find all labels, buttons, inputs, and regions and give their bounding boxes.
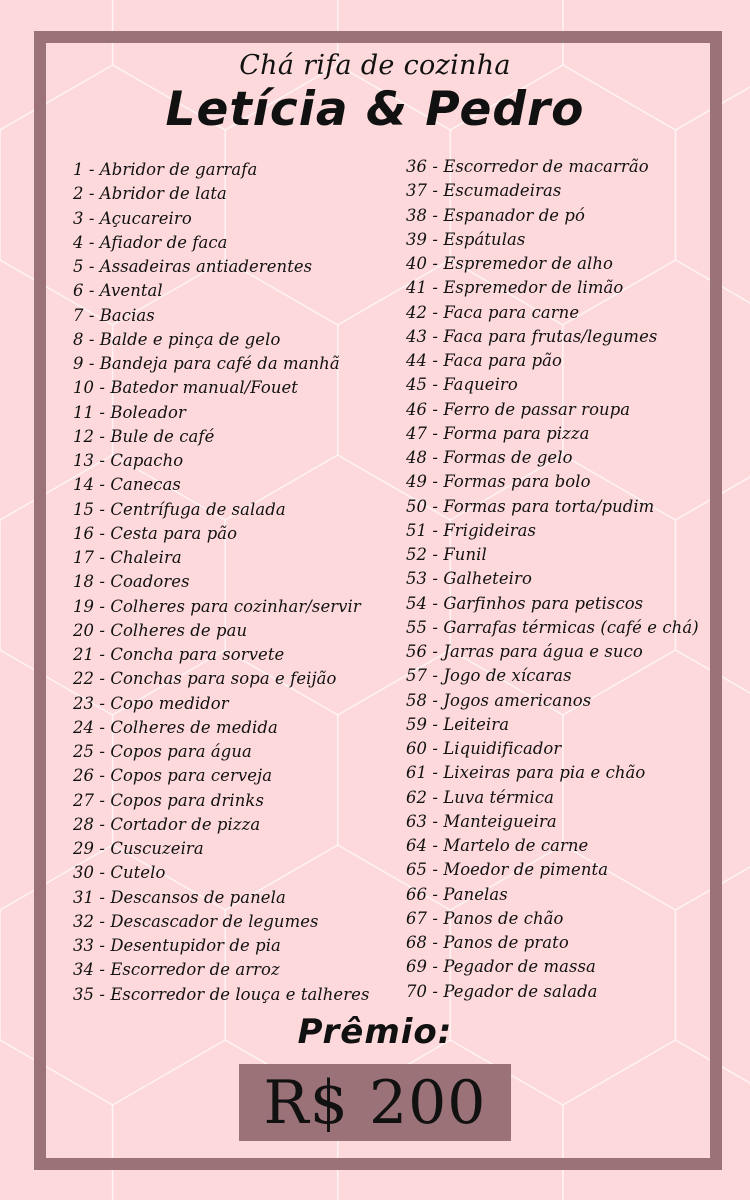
event-subtitle: Chá rifa de cozinha [239, 50, 511, 81]
gift-list-item: 65 - Moedor de pimenta [406, 860, 609, 880]
gift-list-item: 5 - Assadeiras antiaderentes [73, 257, 313, 276]
gift-list-item: 36 - Escorredor de macarrão [406, 157, 649, 176]
gift-list-item: 52 - Funil [406, 545, 487, 564]
gift-list-item: 39 - Espátulas [406, 229, 526, 249]
gift-list-item: 43 - Faca para frutas/legumes [406, 326, 658, 346]
gift-list-item: 63 - Manteigueira [406, 811, 557, 831]
gift-list-item: 15 - Centrífuga de salada [73, 499, 286, 519]
gift-list-item: 60 - Liquidificador [406, 739, 562, 758]
gift-list-item: 8 - Balde e pinça de gelo [73, 329, 281, 349]
gift-list-left-column [73, 158, 403, 1007]
prize-label: Prêmio: [297, 1012, 453, 1052]
gift-list-item: 24 - Colheres de medida [73, 717, 278, 737]
gift-list-item: 46 - Ferro de passar roupa [406, 399, 631, 419]
gift-list-item: 40 - Espremedor de alho [406, 254, 614, 273]
gift-list-item: 9 - Bandeja para café da manhã [73, 354, 340, 373]
gift-list-item: 30 - Cutelo [73, 863, 166, 883]
gift-list-item: 54 - Garfinhos para petiscos [406, 593, 644, 613]
gift-list-item: 48 - Formas de gelo [406, 448, 573, 467]
gift-list-item: 61 - Lixeiras para pia e chão [406, 763, 646, 783]
gift-list-item: 33 - Desentupidor de pia [73, 936, 281, 955]
gift-list-item: 27 - Copos para drinks [73, 790, 264, 810]
prize-box [239, 1064, 511, 1141]
gift-list-item: 12 - Bule de café [73, 426, 215, 446]
gift-list-item: 51 - Frigideiras [406, 520, 537, 540]
gift-list-item: 4 - Afiador de faca [73, 232, 228, 252]
couple-names-title: Letícia & Pedro [165, 82, 585, 137]
gift-list-item: 6 - Avental [73, 281, 163, 301]
gift-list-item: 17 - Chaleira [73, 548, 182, 567]
gift-list-item: 49 - Formas para bolo [406, 472, 591, 492]
gift-list-item: 19 - Colheres para cozinhar/servir [73, 596, 361, 616]
gift-list-item: 47 - Forma para pizza [406, 423, 590, 443]
gift-list-item: 32 - Descascador de legumes [73, 911, 319, 931]
gift-list-item: 14 - Canecas [73, 475, 181, 495]
gift-list-item: 66 - Panelas [406, 884, 508, 904]
gift-list-item: 56 - Jarras para água e suco [406, 642, 643, 661]
gift-list-item: 42 - Faca para carne [406, 302, 580, 322]
gift-list-right-column [406, 155, 716, 1004]
gift-list-item: 20 - Colheres de pau [73, 620, 248, 640]
gift-list-item: 57 - Jogo de xícaras [406, 666, 572, 686]
gift-list-item: 35 - Escorredor de louça e talheres [73, 984, 370, 1004]
gift-list-item: 2 - Abridor de lata [73, 184, 227, 204]
gift-list-item: 64 - Martelo de carne [406, 836, 589, 855]
gift-list-item: 1 - Abridor de garrafa [73, 160, 258, 179]
gift-list-item: 3 - Açucareiro [73, 208, 192, 228]
gift-list-item: 70 - Pegador de salada [406, 981, 598, 1001]
gift-list-item: 62 - Luva térmica [406, 787, 555, 807]
gift-list-item: 45 - Faqueiro [406, 375, 518, 395]
gift-list-item: 50 - Formas para torta/pudim [406, 496, 655, 516]
gift-list-item: 10 - Batedor manual/Fouet [73, 378, 298, 398]
gift-list-item: 38 - Espanador de pó [406, 205, 585, 225]
gift-list-item: 22 - Conchas para sopa e feijão [73, 669, 337, 689]
gift-list-item: 34 - Escorredor de arroz [73, 960, 280, 980]
gift-list-item: 26 - Copos para cerveja [73, 766, 273, 786]
gift-list-item: 68 - Panos de prato [406, 933, 569, 952]
gift-list-item: 13 - Capacho [73, 451, 184, 470]
gift-list-item: 37 - Escumadeiras [406, 181, 562, 201]
gift-list-item: 23 - Copo medidor [73, 693, 229, 713]
gift-list-item: 16 - Cesta para pão [73, 523, 238, 543]
gift-list-item: 41 - Espremedor de limão [406, 278, 624, 298]
gift-list-item: 29 - Cuscuzeira [73, 839, 204, 858]
gift-list-item: 7 - Bacias [73, 305, 155, 325]
gift-list-item: 69 - Pegador de massa [406, 957, 596, 977]
gift-list-item: 55 - Garrafas térmicas (café e chá) [406, 617, 699, 637]
gift-list-item: 18 - Coadores [73, 572, 190, 592]
gift-list-item: 11 - Boleador [73, 402, 186, 422]
gift-list-item: 59 - Leiteira [406, 714, 510, 734]
gift-list-item: 31 - Descansos de panela [73, 887, 286, 907]
gift-list-item: 25 - Copos para água [73, 742, 252, 761]
gift-list-item: 58 - Jogos americanos [406, 690, 592, 710]
gift-list-item: 53 - Galheteiro [406, 569, 532, 589]
prize-value: R$ 200 [263, 1067, 487, 1138]
gift-list-item: 28 - Cortador de pizza [73, 814, 261, 834]
gift-list-item: 21 - Concha para sorvete [73, 645, 285, 664]
gift-list-item: 67 - Panos de chão [406, 908, 564, 928]
gift-list-item: 44 - Faca para pão [406, 351, 563, 370]
